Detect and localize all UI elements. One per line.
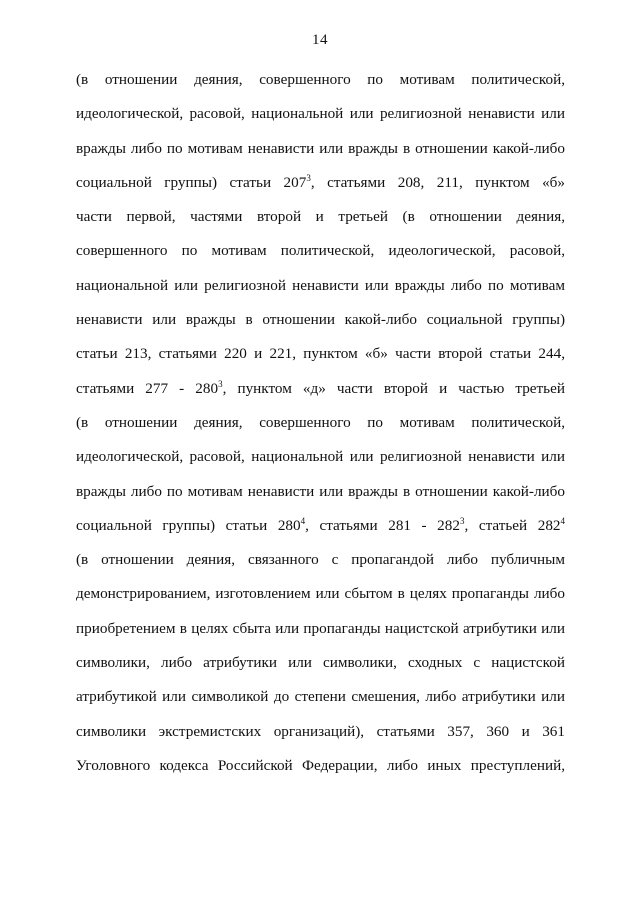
text-segment: вражды либо по мотивам ненависти или вражды в отношении какой-либо [76,482,565,500]
text-segment: части первой, частями второй и третьей (в отношении деяния, [76,208,565,226]
text-line [76,372,565,406]
text-segment: демонстрированием, изготовлением или сбытом в целях пропаганды либо [76,585,565,603]
text-segment: приобретением в целях сбыта или пропаганды нацистской атрибутики или [76,619,565,637]
text-segment: , статьями 208, 211, пунктом «б» [310,173,565,191]
text-segment: социальной группы) статьи 280 [76,516,301,534]
text-segment: символики экстремистских организаций), статьями 357, 360 и 361 [76,722,565,740]
text-line [76,200,565,234]
superscript: 4 [300,515,306,526]
text-line [76,543,565,577]
text-segment: социальной группы) статьи 207 [76,173,307,191]
text-segment: вражды либо по мотивам ненависти или вражды в отношении какой-либо [76,139,565,157]
superscript: 4 [560,515,565,526]
superscript: 3 [218,378,223,389]
text-line [76,337,565,371]
text-segment: , статьей 282 [464,516,561,534]
body-text [76,63,565,783]
superscript: 3 [459,515,465,526]
text-line [76,166,565,200]
text-segment: статьями 277 - 280 [76,379,219,397]
text-segment: совершенного по мотивам политической, идеологической, расовой, [76,242,565,260]
text-line [76,440,565,474]
text-segment: символики, либо атрибутики или символики, сходных с нацистской [76,654,565,672]
text-segment: , статьями 281 - 282 [305,516,460,534]
text-segment: атрибутикой или символикой до степени смешения, либо атрибутики или [76,688,565,706]
text-line [76,303,565,337]
text-line [76,97,565,131]
text-line [76,132,565,166]
text-line [76,63,565,97]
text-segment: (в отношении деяния, совершенного по мотивам политической, [76,413,565,431]
text-line [76,475,565,509]
text-line [76,577,565,611]
text-segment: статьи 213, статьями 220 и 221, пунктом «б» части второй статьи 244, [76,345,565,363]
text-segment: идеологической, расовой, национальной или религиозной ненависти или [76,105,565,123]
text-segment: Уголовного кодекса Российской Федерации, либо иных преступлений, [76,756,565,774]
text-segment: ненависти или вражды в отношении какой-либо социальной группы) [76,311,565,329]
text-segment: (в отношении деяния, связанного с пропагандой либо публичным [76,551,565,569]
text-line [76,234,565,268]
text-segment: национальной или религиозной ненависти или вражды либо по мотивам [76,276,565,294]
text-segment: идеологической, расовой, национальной или религиозной ненависти или [76,448,565,466]
text-line [76,406,565,440]
page-number: 14 [312,32,328,48]
text-line [76,749,565,783]
superscript: 3 [306,172,311,183]
text-line [76,269,565,303]
text-segment: , пунктом «д» части второй и частью третьей [222,379,565,397]
text-segment: (в отношении деяния, совершенного по мотивам политической, [76,71,565,88]
text-line [76,509,565,543]
text-line [76,612,565,646]
text-line [76,646,565,680]
text-line [76,680,565,714]
text-line [76,715,565,749]
